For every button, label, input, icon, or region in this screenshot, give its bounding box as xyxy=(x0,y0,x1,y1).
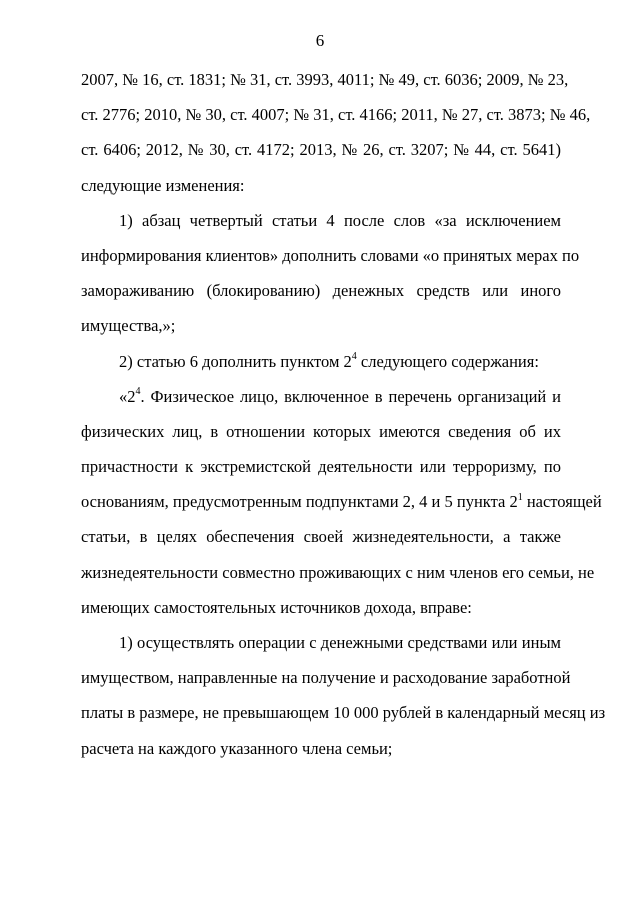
text-line xyxy=(81,484,602,519)
paragraph-point-2-4 xyxy=(81,379,602,625)
superscript: 4 xyxy=(351,351,357,362)
page-number: 6 xyxy=(315,31,325,50)
text-fragment: «2 xyxy=(119,386,136,406)
text-line: информирования клиентов» дополнить словами «о принятых мерах по xyxy=(81,245,580,265)
paragraph-item-1 xyxy=(81,203,580,344)
text-line: ст. 6406; 2012, № 30, ст. 4172; 2013, № 26, ст. 3207; № 44, ст. 5641) xyxy=(81,140,561,160)
superscript: 4 xyxy=(135,386,141,398)
text-line: замораживанию (блокированию) денежных средств или иного xyxy=(81,281,561,301)
text-line xyxy=(81,379,561,414)
text-line: имущества,»; xyxy=(81,316,176,336)
text-fragment: основаниям, предусмотренным подпунктами 2, 4 и 5 пункта 2 xyxy=(81,492,518,512)
paragraph-item-2 xyxy=(81,344,561,379)
text-line: следующие изменения: xyxy=(81,175,245,195)
text-fragment: настоящей xyxy=(522,492,602,512)
text-line: ст. 2776; 2010, № 30, ст. 4007; № 31, ст. 4166; 2011, № 27, ст. 3873; № 46, xyxy=(81,105,591,125)
paragraph-continuation xyxy=(81,62,591,203)
text-fragment: следующего содержания: xyxy=(356,351,539,371)
text-line: имуществом, направленные на получение и расходование заработной xyxy=(81,668,571,688)
text-line: 1) осуществлять операции с денежными средствами или иным xyxy=(119,633,561,652)
text-line: имеющих самостоятельных источников дохода, вправе: xyxy=(81,597,472,617)
document-body xyxy=(81,62,606,766)
paragraph-subitem-1 xyxy=(81,625,606,766)
text-line: платы в размере, не превышающем 10 000 рублей в календарный месяц из xyxy=(81,703,606,723)
text-line: 2007, № 16, ст. 1831; № 31, ст. 3993, 4011; № 49, ст. 6036; 2009, № 23, xyxy=(81,70,569,89)
text-fragment: . Физическое лицо, включенное в перечень организаций и xyxy=(140,386,561,406)
text-line xyxy=(81,344,561,379)
superscript: 1 xyxy=(517,491,523,503)
text-line: физических лиц, в отношении которых имеются сведения об их xyxy=(81,421,561,441)
text-line: жизнедеятельности совместно проживающих с ним членов его семьи, не xyxy=(81,562,595,582)
text-line: расчета на каждого указанного члена семьи; xyxy=(81,738,393,758)
text-fragment: 2) статью 6 дополнить пунктом 2 xyxy=(119,351,352,371)
text-line: причастности к экстремистской деятельности или терроризму, по xyxy=(81,457,561,477)
text-line: статьи, в целях обеспечения своей жизнедеятельности, а также xyxy=(81,527,561,547)
text-line: 1) абзац четвертый статьи 4 после слов «за исключением xyxy=(119,210,561,230)
